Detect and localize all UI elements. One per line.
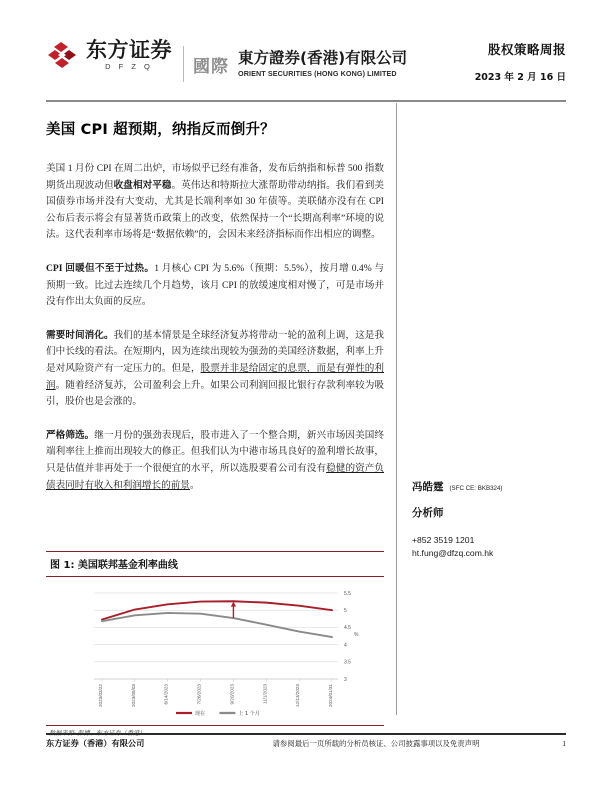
- brand-international-label: 國際: [193, 56, 229, 77]
- text-run: 1 月核心 CPI 为 5.6%（预期：5.5%），按月增 0.4% 与预期一致。比过去连续几个月趋势，该月 CPI 的放缓速度相对慢了，可是市场并没有作出太负面的反应。: [46, 262, 384, 308]
- analyst-sidebar: [412, 479, 570, 560]
- document-date: 2023 年 2 月 16 日: [474, 72, 566, 83]
- analyst-role: 分析师: [412, 507, 444, 519]
- footer-page-number: 1: [562, 739, 566, 748]
- text-run: 收盘相对平稳: [113, 179, 172, 191]
- brand-name-cn: [86, 39, 172, 71]
- page-title: 美国 CPI 超预期，纳指反而倒升？: [46, 122, 275, 138]
- analyst-phone: +852 3519 1201: [412, 535, 475, 545]
- figure-block: [46, 551, 384, 737]
- y-axis-tick-label: 4: [344, 642, 347, 649]
- header-divider: [46, 100, 566, 102]
- chart-series-line: [102, 613, 332, 637]
- footer-disclaimer: 请参阅最后一页所载的分析员核证、公司披露事项以及免责声明: [272, 739, 480, 748]
- x-axis-tick-label: 6/14/2023: [163, 684, 169, 705]
- y-axis-tick-label: 3.5: [344, 659, 351, 666]
- logo-divider: [183, 46, 184, 82]
- legend-label: 上 1 个月: [238, 711, 260, 717]
- footer-divider: [46, 733, 566, 735]
- x-axis-tick-label: 12/13/2023: [295, 684, 301, 707]
- text-run: 继一月份的强劲表现后，股市进入了一个整合期，新兴市场因美国终端利率往上推而出现较大的修正。但我们认为中港市场具良好的盈利增长故事，只是估值并非再处于一个很便宜的水平，所以选股要看公司有没有: [46, 429, 385, 474]
- text-run: 股票并非是给固定的息票，而是有弹性的利润: [46, 362, 385, 391]
- x-axis-tick-label: 9/20/2023: [229, 684, 235, 705]
- text-run: 。: [189, 479, 200, 491]
- brand-pinyin: D F Z Q: [105, 62, 153, 72]
- x-axis-tick-label: 2023/05/03: [130, 684, 136, 707]
- brand-logo: [46, 38, 172, 72]
- figure-source-bar: [46, 725, 384, 737]
- company-name-cn: 東方證券(香港)有限公司: [238, 49, 408, 68]
- paragraph-4: [46, 428, 384, 494]
- column-separator: [396, 103, 397, 715]
- x-axis-tick-label: 2024/01/31: [328, 684, 333, 707]
- y-axis-tick-label: 5: [344, 608, 347, 614]
- document-type: 股权策略周报: [487, 42, 566, 57]
- company-name-en: ORIENT SECURITIES (HONG KONG) LIMITED: [238, 68, 397, 78]
- x-axis-tick-label: 2023/03/22: [98, 684, 103, 707]
- company-name-block: [238, 50, 407, 78]
- paragraph-2: [46, 261, 384, 311]
- y-axis-tick-label: 3: [344, 676, 347, 683]
- text-run: 稳健的资产负债表同时有收入和利润增长的前景: [46, 462, 385, 491]
- page-header: [46, 38, 566, 90]
- analyst-name: 冯皓霆: [412, 481, 444, 493]
- paragraph-3: [46, 328, 384, 411]
- text-run: 我们的基本情景是全球经济复苏将带动一轮的盈利上调，这是我们中长线的看法。在短期内，因为连续出现较为强劲的美国经济数据，利率上升是对风险资产有一定压力的。但是，: [46, 329, 385, 374]
- y-axis-tick-label: 5.5: [344, 590, 351, 597]
- page-footer: [46, 738, 566, 749]
- fed-funds-rate-chart: [46, 583, 384, 723]
- x-axis-tick-label: 11/1/2023: [262, 684, 268, 705]
- analyst-sfc-code: (SFC CE: BKB324): [449, 485, 503, 492]
- footer-company: 东方证券（香港）有限公司: [46, 738, 145, 748]
- chart-canvas: [46, 583, 384, 723]
- dfzq-logo-icon: [46, 38, 80, 72]
- text-run: CPI 回暖但不至于过热。: [46, 262, 155, 274]
- text-run: 严格筛选。: [46, 429, 95, 441]
- text-run: 需要时间消化。: [46, 329, 114, 341]
- analyst-email[interactable]: ht.fung@dfzq.com.hk: [412, 548, 494, 558]
- figure-title-bar: [46, 551, 384, 577]
- annotation-arrow-head: [231, 602, 236, 607]
- analyst-name-row: [412, 479, 570, 494]
- brand-name-cn-text: 东方证券: [86, 37, 172, 62]
- main-column: [46, 118, 384, 511]
- paragraph-1: [46, 161, 384, 244]
- text-run: 美国 1 月份 CPI 在周二出炉，市场似乎已经有准备，发布后纳指和标普 500 指数期货出现波动但: [46, 163, 384, 191]
- legend-label: 现在: [195, 711, 206, 717]
- text-run: 。英伟达和特斯拉大涨帮助带动纳指。我们看到美国债券市场并没有大变动，尤其是长端利率如 30 年债等。美联储亦没有在 CPI 公布后表示将会有显著货币政策上的改变，依然保持一个“长期高利率”环境的说法。这代表利率市场将是“数据依赖”的，会因未来经济指标而作出相应的调整。: [46, 179, 385, 241]
- header-meta: [475, 38, 566, 83]
- y-axis-tick-label: 4.5: [344, 625, 351, 632]
- y-axis-label: %: [354, 632, 359, 638]
- figure-title: 图 1: 美国联邦基金利率曲线: [50, 560, 178, 571]
- text-run: 。随着经济复苏，公司盈利会上升。如果公司利润回报比银行存款利率较为吸引，股价也是会涨的。: [46, 379, 385, 408]
- x-axis-tick-label: 7/26/2023: [196, 684, 202, 705]
